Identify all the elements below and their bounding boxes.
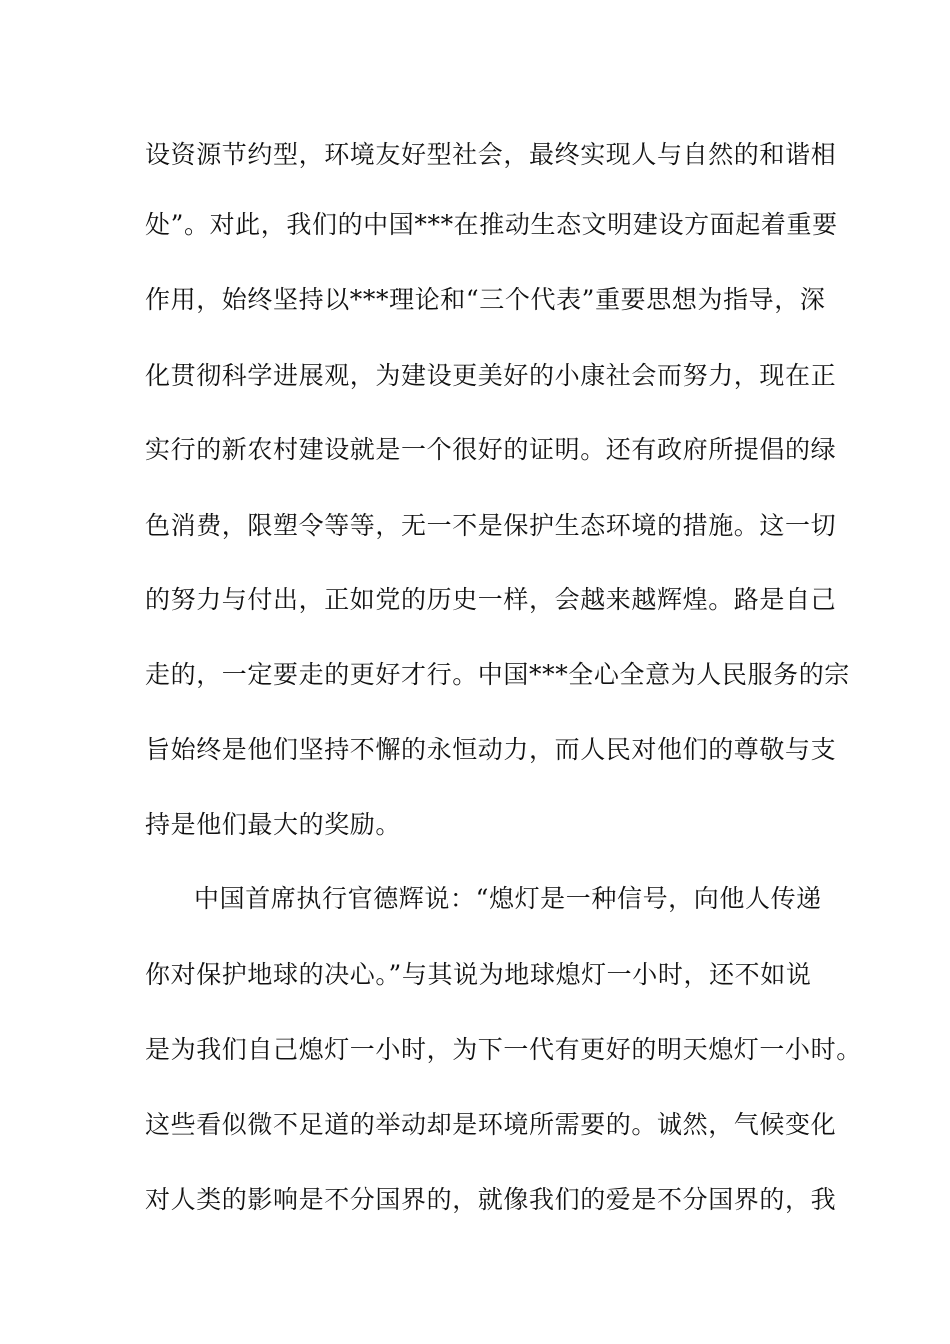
text-line: 持是他们最大的奖励。 — [145, 810, 402, 839]
text-line: 走的，一定要走的更好才行。中国***全心全意为人民服务的宗 — [145, 660, 850, 689]
text-line: 旨始终是他们坚持不懈的永恒动力，而人民对他们的尊敬与支 — [145, 735, 837, 764]
text-line: 这些看似微不足道的举动却是环境所需要的。诚然，气候变化 — [145, 1110, 837, 1139]
text-line: 设资源节约型，环境友好型社会，最终实现人与自然的和谐相 — [145, 140, 837, 169]
text-line: 是为我们自己熄灯一小时，为下一代有更好的明天熄灯一小时。 — [145, 1035, 862, 1064]
text-line: 作用，始终坚持以***理论和“三个代表”重要思想为指导，深 — [145, 285, 826, 314]
text-line: 实行的新农村建设就是一个很好的证明。还有政府所提倡的绿 — [145, 435, 837, 464]
text-line: 对人类的影响是不分国界的，就像我们的爱是不分国界的，我 — [145, 1185, 837, 1214]
text-line: 的努力与付出，正如党的历史一样，会越来越辉煌。路是自己 — [145, 585, 837, 614]
text-line: 化贯彻科学进展观，为建设更美好的小康社会而努力，现在正 — [145, 361, 837, 390]
text-line: 你对保护地球的决心。”与其说为地球熄灯一小时，还不如说 — [145, 960, 812, 989]
paragraph-first-line: 中国首席执行官德辉说：“熄灯是一种信号，向他人传递 — [194, 884, 822, 913]
text-line: 处”。对此，我们的中国***在推动生态文明建设方面起着重要 — [145, 210, 838, 239]
text-line: 色消费，限塑令等等，无一不是保护生态环境的措施。这一切 — [145, 511, 837, 540]
